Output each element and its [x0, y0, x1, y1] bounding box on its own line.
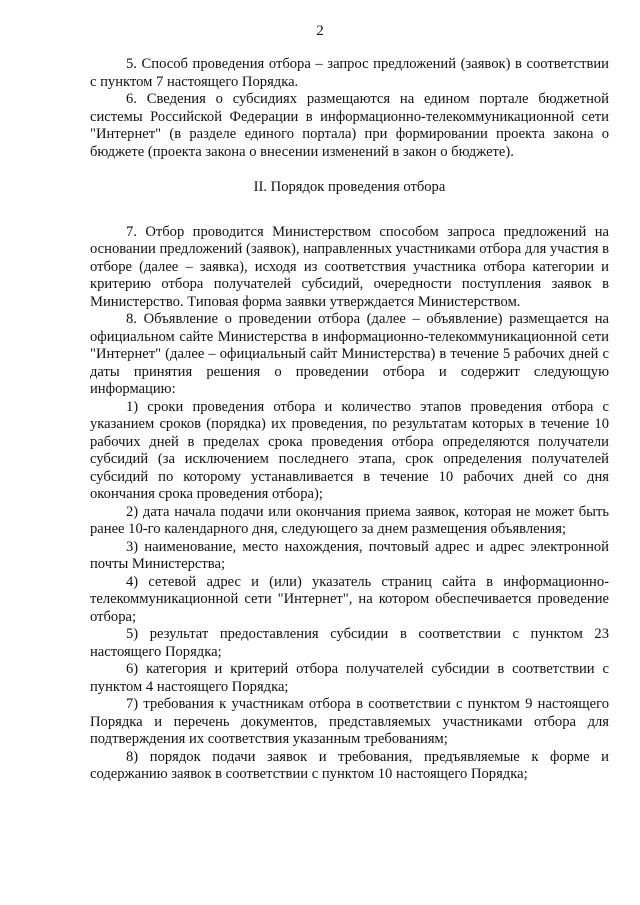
list-item-6: 6) категория и критерий отбора получателей субсидии в соответствии с пунктом 4 настоящего Порядка; [90, 661, 609, 695]
section-heading: II. Порядок проведения отбора [253, 179, 446, 195]
paragraph-5: 5. Способ проведения отбора – запрос предложений (заявок) в соответствии с пунктом 7 настоящего Порядка. [90, 56, 609, 90]
list-item-3: 3) наименование, место нахождения, почтовый адрес и адрес электронной почты Министерства; [90, 538, 609, 572]
paragraph-7: 7. Отбор проводится Министерством способом запроса предложений на основании предложений (заявок), направленных участниками отбора для участия в отборе (далее – заявка), исходя из соответствия участника отбора категории и критерию отбора получателей субсидий, очередности поступления заявок в Министерство. Типовая форма заявки утверждается Министерством. [90, 223, 609, 310]
list-item-7: 7) требования к участникам отбора в соответствии с пунктом 9 настоящего Порядка и перечень документов, представляемых участниками отбора для подтверждения их соответствия указанным требованиям; [90, 696, 609, 747]
list-item-1: 1) сроки проведения отбора и количество этапов проведения отбора с указанием сроков (порядка) их проведения, по результатам которых в течение 10 рабочих дней в пределах срока проведения отбора определяются получатели субсидий (за исключением последнего этапа, срок определения получателей субсидий по которому устанавливается в течение 10 рабочих дней со дня окончания срока проведения отбора); [90, 398, 609, 502]
list-item-5: 5) результат предоставления субсидии в соответствии с пунктом 23 настоящего Порядка; [90, 626, 609, 660]
document-body [90, 56, 609, 784]
list-item-4: 4) сетевой адрес и (или) указатель страниц сайта в информационно-телекоммуникационной сети "Интернет", на котором обеспечивается проведение отбора; [90, 573, 609, 625]
list-item-2: 2) дата начала подачи или окончания приема заявок, которая не может быть ранее 10-го календарного дня, следующего за днем размещения объявления; [90, 503, 609, 537]
page-number: 2 [316, 23, 324, 39]
paragraph-8: 8. Объявление о проведении отбора (далее – объявление) размещается на официальном сайте Министерства в информационно-телекоммуникационной сети "Интернет" (далее – официальный сайт Министерства) в течение 5 рабочих дней с даты принятия решения о проведении отбора и содержит следующую информацию: [90, 311, 609, 397]
paragraph-6: 6. Сведения о субсидиях размещаются на едином портале бюджетной системы Российской Федерации в информационно-телекоммуникационной сети "Интернет" (в разделе единого портала) при формировании проекта закона о бюджете (проекта закона о внесении изменений в закон о бюджете). [90, 91, 609, 160]
list-item-8: 8) порядок подачи заявок и требования, предъявляемые к форме и содержанию заявок в соответствии с пунктом 10 настоящего Порядка; [90, 748, 609, 782]
